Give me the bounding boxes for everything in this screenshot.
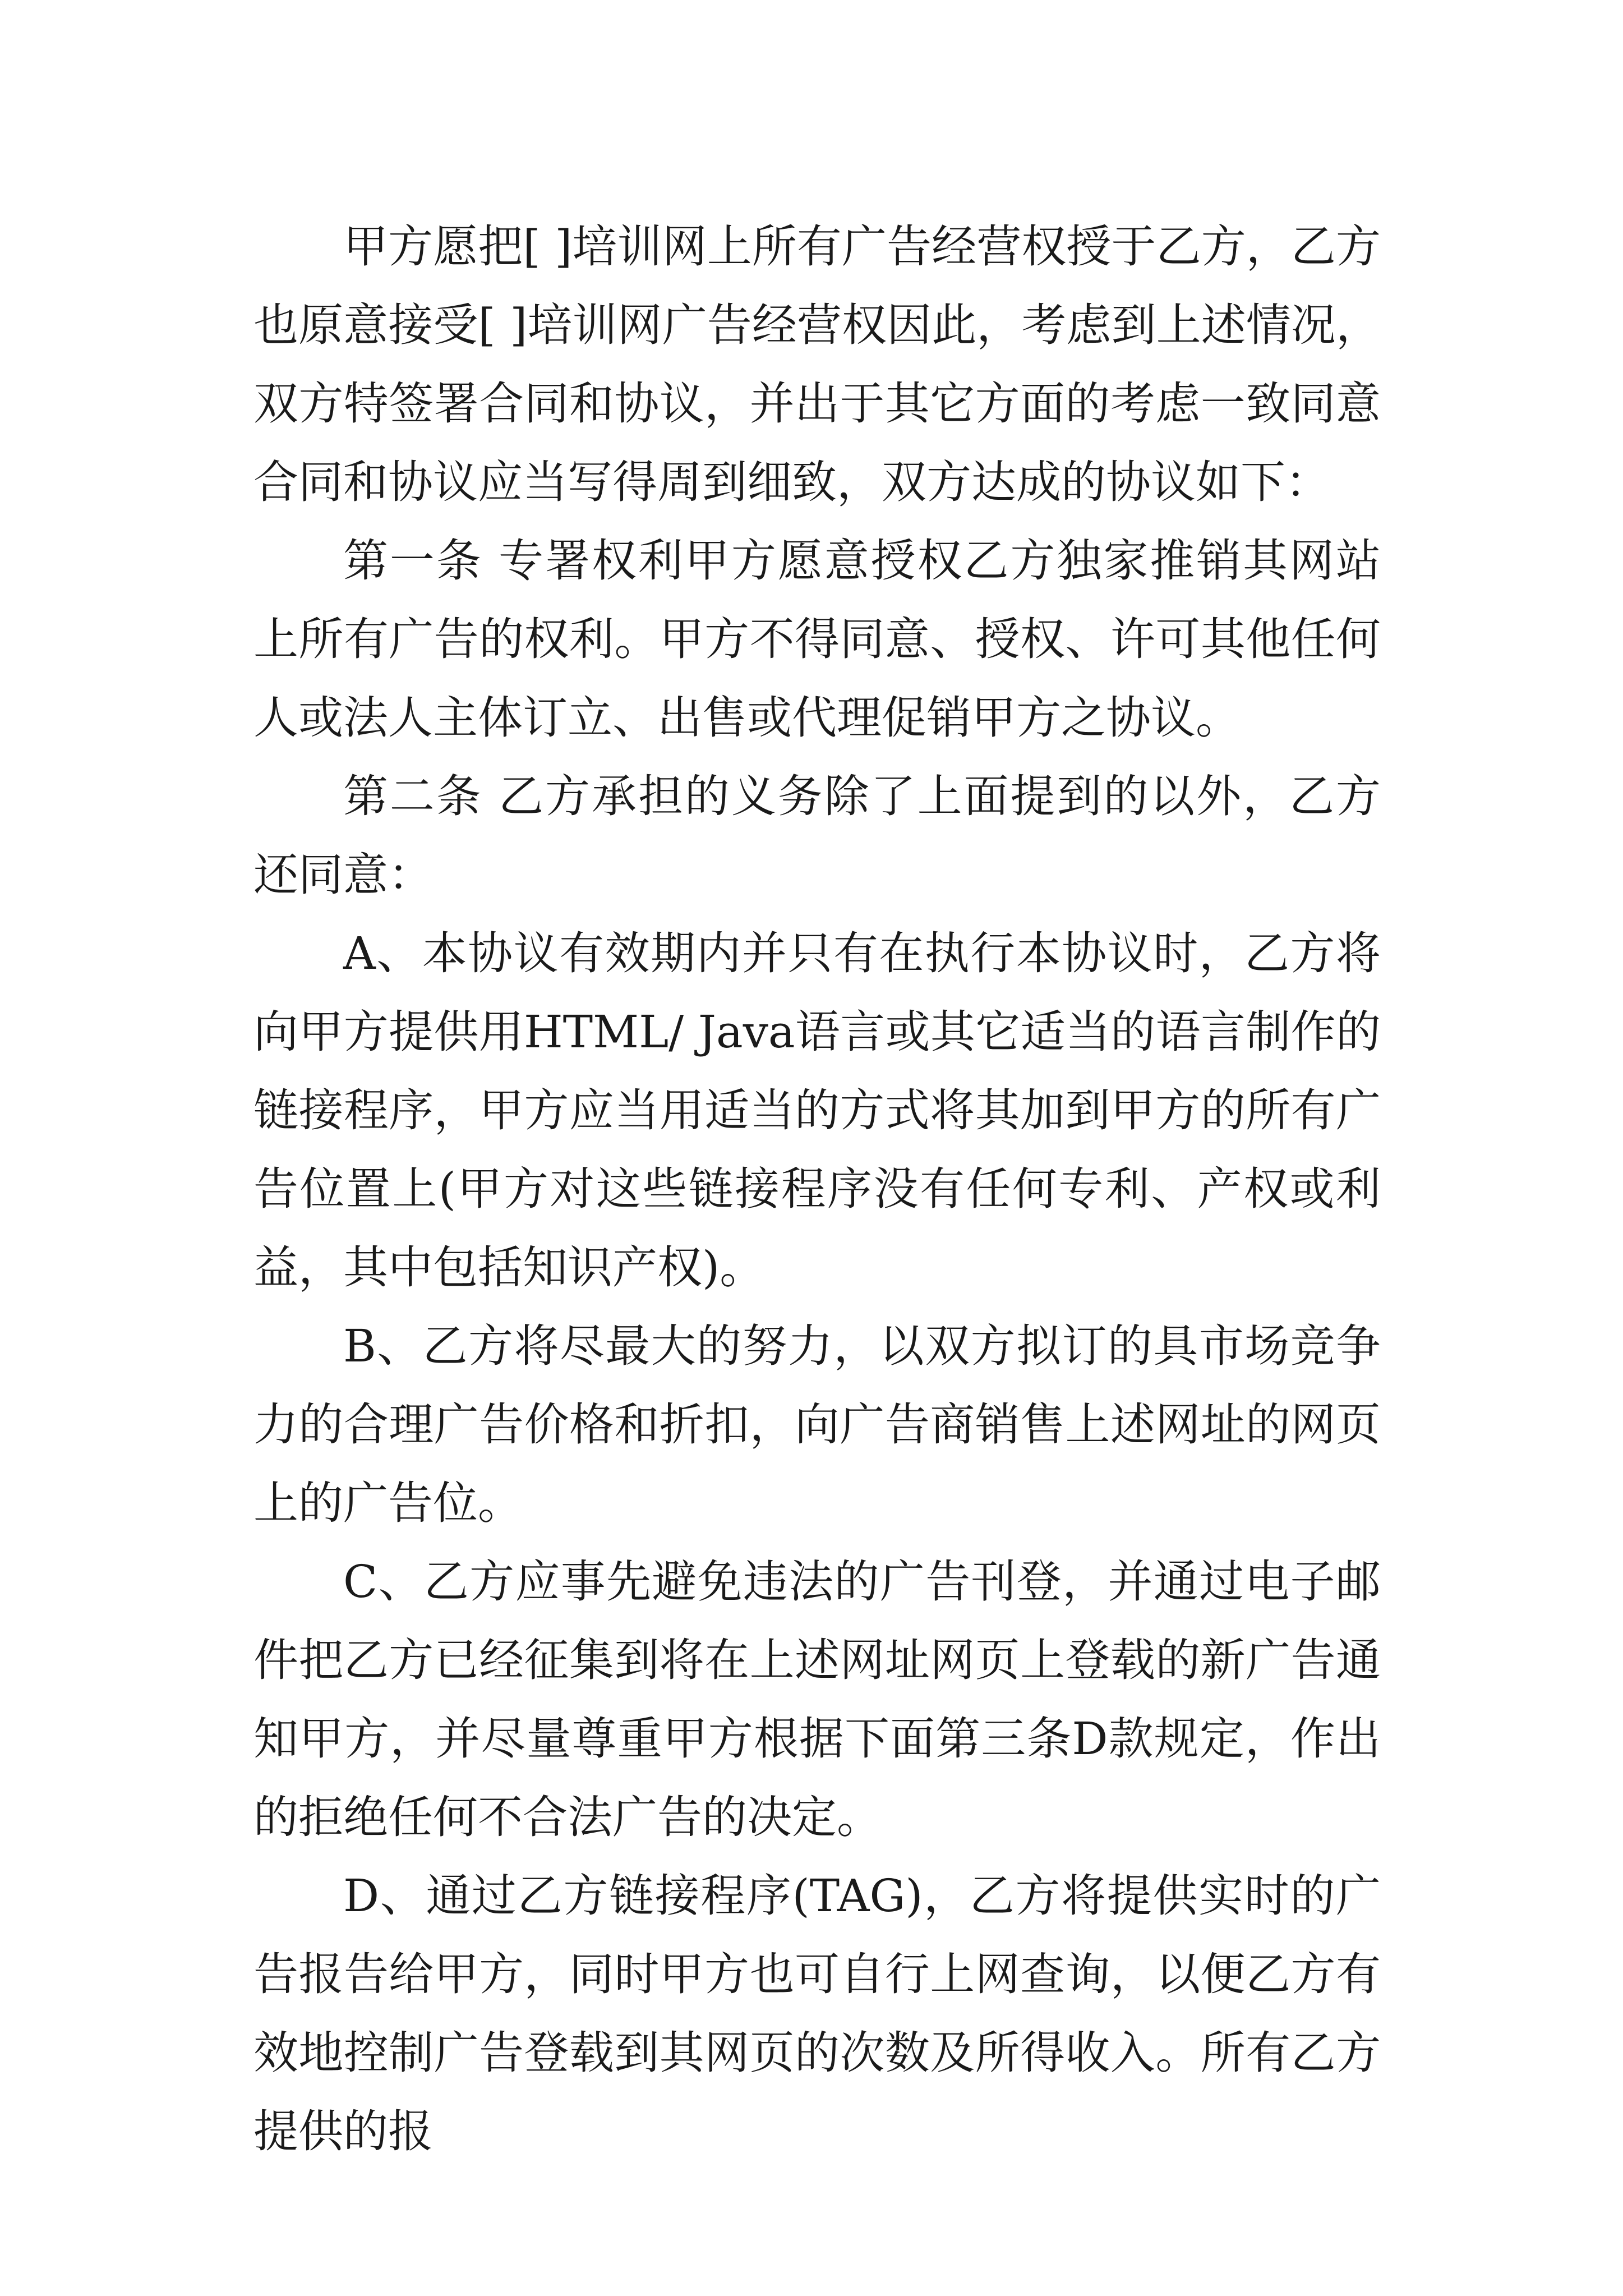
paragraph-clause-a: A、本协议有效期内并只有在执行本协议时，乙方将向甲方提供用HTML/ Java语言或其它适当的语言制作的链接程序，甲方应当用适当的方式将其加到甲方的所有广告位置上(甲方对这些链接程序没有任何专利、产权或利益，其中包括知识产权)。 [253,927,1381,1294]
paragraph-article-1: 第一条 专署权利甲方愿意授权乙方独家推销其网站上所有广告的权利。甲方不得同意、授权、许可其他任何人或法人主体订立、出售或代理促销甲方之协议。 [253,535,1381,744]
paragraph-clause-d: D、通过乙方链接程序(TAG)，乙方将提供实时的广告报告给甲方，同时甲方也可自行上网查询，以便乙方有效地控制广告登载到其网页的次数及所得收入。所有乙方提供的报 [253,1870,1381,2157]
paragraph-clause-c: C、乙方应事先避免违法的广告刊登，并通过电子邮件把乙方已经征集到将在上述网址网页上登载的新广告通知甲方，并尽量尊重甲方根据下面第三条D款规定，作出的拒绝任何不合法广告的决定。 [253,1556,1381,1843]
paragraph-article-2: 第二条 乙方承担的义务除了上面提到的以外，乙方还同意： [253,770,1381,901]
document-body [253,208,1381,2171]
paragraph-intro: 甲方愿把[ ]培训网上所有广告经营权授于乙方，乙方也原意接受[ ]培训网广告经营权因此，考虑到上述情况，双方特签署合同和协议，并出于其它方面的考虑一致同意合同和协议应当写得周到细致，双方达成的协议如下： [253,220,1381,508]
paragraph-clause-b: B、乙方将尽最大的努力，以双方拟订的具市场竞争力的合理广告价格和折扣，向广告商销售上述网址的网页上的广告位。 [253,1320,1381,1529]
